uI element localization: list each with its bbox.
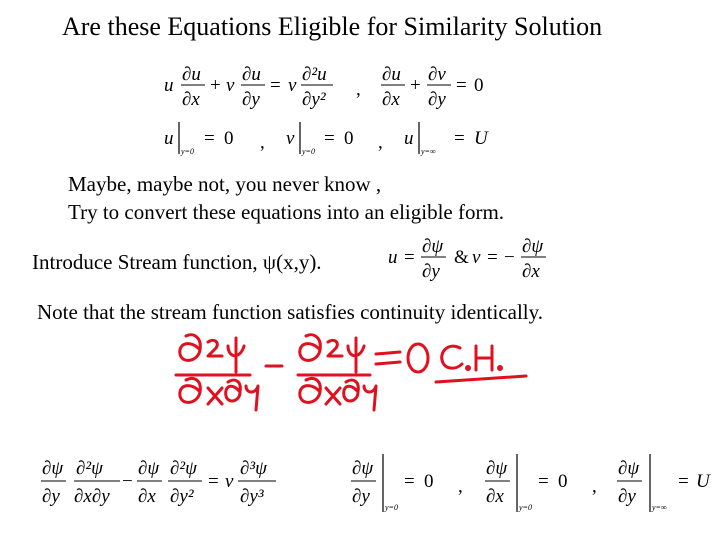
svg-text:0: 0	[474, 75, 484, 96]
equation-stream-boundary-conditions	[348, 452, 718, 514]
svg-text:∂v: ∂v	[428, 64, 446, 85]
svg-text:∂y: ∂y	[352, 486, 370, 507]
svg-text:U: U	[696, 471, 710, 492]
svg-text:+: +	[210, 75, 221, 96]
svg-text:ν: ν	[225, 471, 234, 492]
svg-text:∂ψ: ∂ψ	[138, 458, 160, 479]
svg-text:ν: ν	[288, 75, 297, 96]
svg-text:∂y: ∂y	[428, 89, 446, 110]
svg-text:∂ψ: ∂ψ	[352, 458, 374, 479]
svg-text:=: =	[487, 247, 498, 268]
svg-text:=: =	[208, 471, 219, 492]
svg-text:v: v	[226, 75, 235, 96]
svg-text:∂y: ∂y	[422, 261, 440, 282]
svg-text:=: =	[538, 471, 549, 492]
svg-text:∂u: ∂u	[242, 64, 261, 85]
svg-text:∂u: ∂u	[382, 64, 401, 85]
svg-text:∂ψ: ∂ψ	[486, 458, 508, 479]
svg-text:0: 0	[424, 471, 434, 492]
svg-text:−: −	[122, 471, 133, 492]
svg-text:y=0: y=0	[181, 147, 194, 156]
svg-text:,: ,	[458, 476, 463, 497]
equation-stream-momentum	[38, 452, 286, 514]
svg-text:y=0: y=0	[302, 147, 315, 156]
svg-text:∂²ψ: ∂²ψ	[170, 458, 197, 479]
svg-text:∂u: ∂u	[182, 64, 201, 85]
handwritten-annotation	[170, 330, 540, 420]
slide-title: Are these Equations Eligible for Similarity Solution	[62, 12, 603, 41]
svg-text:∂ψ: ∂ψ	[42, 458, 64, 479]
svg-text:&: &	[454, 247, 469, 268]
svg-text:0: 0	[558, 471, 568, 492]
svg-text:,: ,	[592, 476, 597, 497]
svg-text:∂y³: ∂y³	[240, 486, 264, 507]
text-note-continuity: Note that the stream function satisfies continuity identically.	[37, 300, 544, 324]
svg-text:=: =	[678, 471, 689, 492]
equation-stream-definition	[384, 230, 574, 288]
svg-text:∂ψ: ∂ψ	[618, 458, 640, 479]
svg-text:∂²ψ: ∂²ψ	[76, 458, 103, 479]
svg-text:=: =	[456, 75, 467, 96]
svg-text:u: u	[164, 75, 174, 96]
svg-text:∂y: ∂y	[242, 89, 260, 110]
svg-text:=: =	[454, 128, 465, 149]
svg-text:,: ,	[356, 79, 361, 100]
svg-text:∂x: ∂x	[486, 486, 504, 507]
svg-text:∂²u: ∂²u	[302, 64, 327, 85]
svg-text:=: =	[404, 247, 415, 268]
svg-text:∂ψ: ∂ψ	[522, 236, 544, 257]
svg-text:∂y²: ∂y²	[170, 486, 194, 507]
svg-text:u: u	[404, 128, 414, 149]
svg-text:,: ,	[378, 132, 383, 153]
svg-text:0: 0	[224, 128, 234, 149]
svg-text:0: 0	[344, 128, 354, 149]
svg-text:∂y: ∂y	[618, 486, 636, 507]
svg-text:∂x: ∂x	[522, 261, 540, 282]
svg-text:+: +	[410, 75, 421, 96]
svg-text:u: u	[164, 128, 174, 149]
equation-momentum-continuity	[160, 58, 500, 114]
svg-text:,: ,	[260, 132, 265, 153]
text-introduce-stream-function: Introduce Stream function, ψ(x,y).	[32, 250, 322, 274]
svg-text:∂x: ∂x	[182, 89, 200, 110]
svg-text:∂³ψ: ∂³ψ	[240, 458, 267, 479]
svg-text:∂x∂y: ∂x∂y	[74, 486, 110, 507]
svg-text:v: v	[286, 128, 295, 149]
svg-text:y=∞: y=∞	[652, 503, 667, 512]
svg-text:y=0: y=0	[519, 503, 532, 512]
svg-text:u: u	[388, 247, 398, 268]
svg-text:=: =	[270, 75, 281, 96]
svg-text:∂y: ∂y	[42, 486, 60, 507]
svg-text:∂y²: ∂y²	[302, 89, 326, 110]
svg-text:=: =	[404, 471, 415, 492]
text-maybe: Maybe, maybe not, you never know ,	[68, 172, 382, 196]
svg-text:y=∞: y=∞	[421, 147, 436, 156]
svg-text:U: U	[474, 128, 488, 149]
text-try-convert: Try to convert these equations into an eligible form.	[68, 200, 505, 224]
svg-text:v: v	[472, 247, 481, 268]
svg-text:∂x: ∂x	[382, 89, 400, 110]
svg-text:y=0: y=0	[385, 503, 398, 512]
equation-boundary-conditions	[160, 116, 500, 158]
svg-text:∂ψ: ∂ψ	[422, 236, 444, 257]
svg-text:=: =	[204, 128, 215, 149]
svg-text:=: =	[324, 128, 335, 149]
svg-text:−: −	[504, 247, 515, 268]
svg-text:∂x: ∂x	[138, 486, 156, 507]
